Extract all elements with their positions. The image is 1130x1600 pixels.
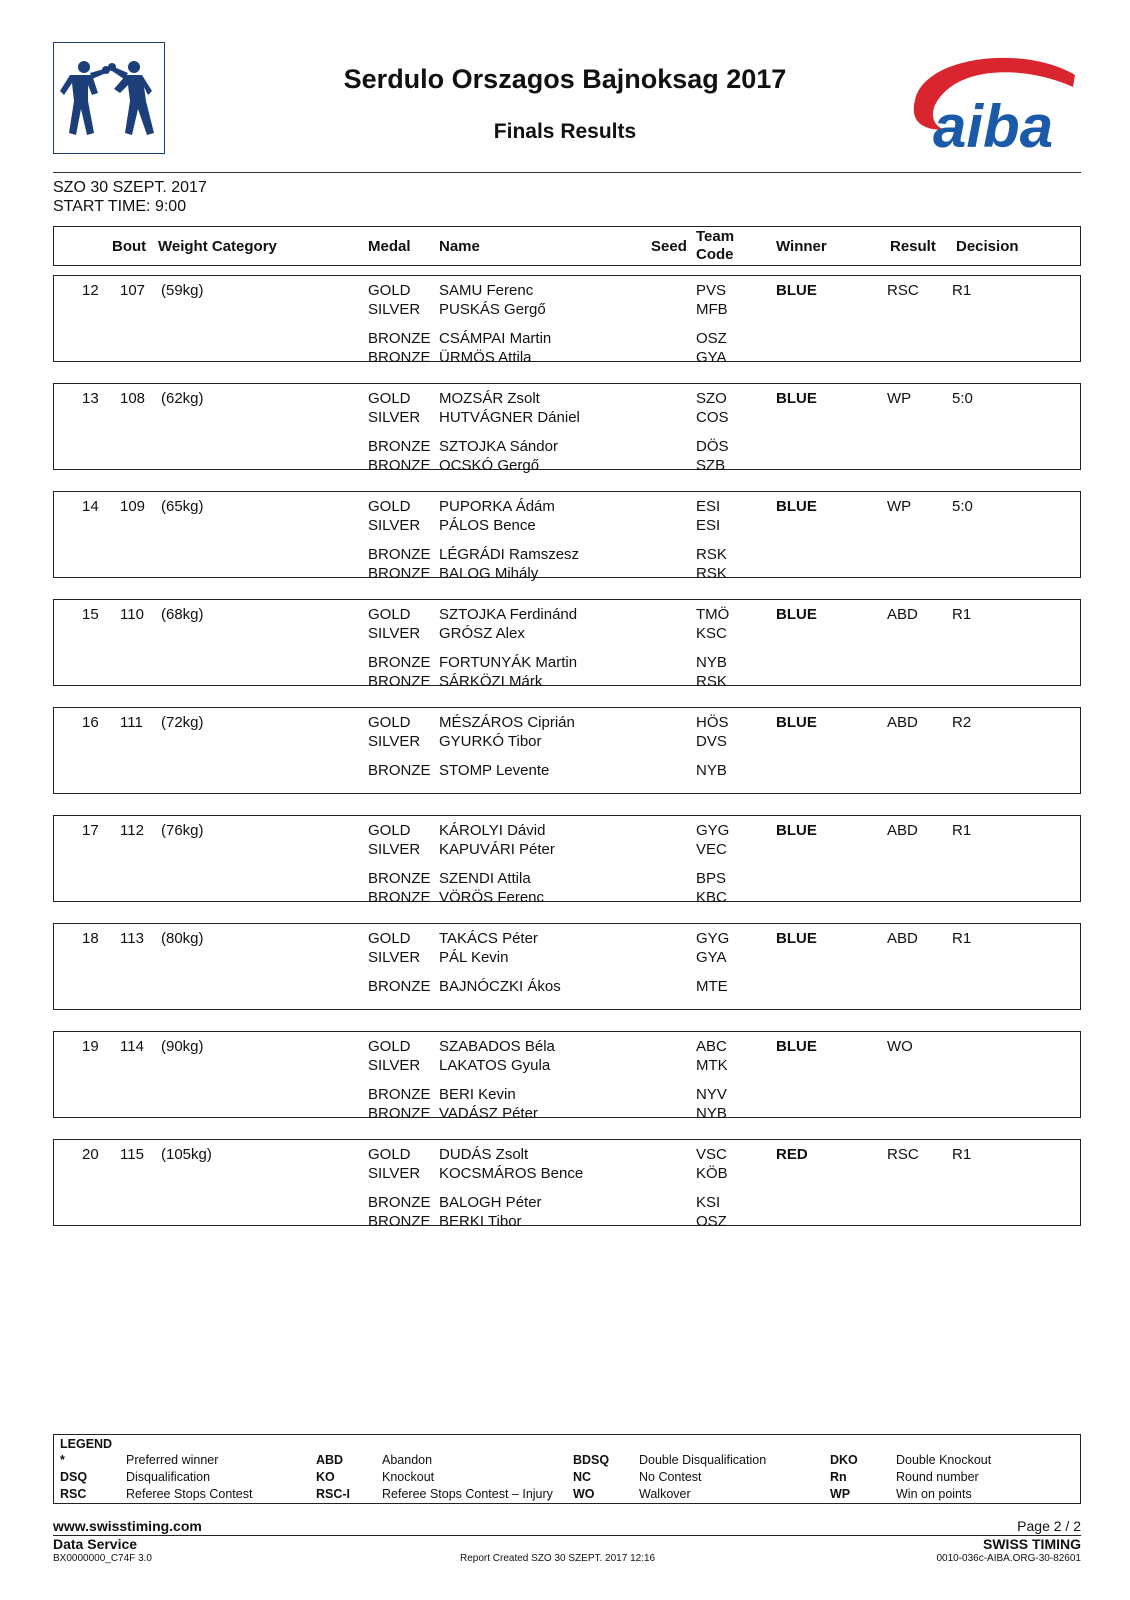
- weight-category: (76kg): [161, 822, 204, 839]
- bronze-name: SZTOJKA Sándor: [439, 438, 558, 455]
- bronze-name: STOMP Levente: [439, 762, 550, 779]
- legend-code: KO: [316, 1470, 335, 1484]
- bout-block: [53, 1031, 1081, 1122]
- legend-code: WP: [830, 1487, 851, 1501]
- bronze-name: ÜRMÖS Attila: [439, 349, 532, 366]
- col-result: Result: [890, 238, 936, 255]
- bout-block: [53, 815, 1081, 906]
- bronze-team: KSI: [696, 1194, 721, 1211]
- bronze-name: BERKI Tibor: [439, 1213, 522, 1230]
- legend-description: Double Disqualification: [639, 1453, 767, 1467]
- weight-category: (105kg): [161, 1146, 212, 1163]
- header-divider: [53, 172, 1081, 173]
- aiba-logo-text: aiba: [933, 93, 1054, 155]
- bout-block: [53, 599, 1081, 690]
- medal-silver: SILVER: [368, 841, 421, 858]
- silver-team: MTK: [696, 1057, 728, 1074]
- legend-description: Knockout: [382, 1470, 435, 1484]
- silver-team: GYA: [696, 949, 727, 966]
- bronze-name: OCSKÓ Gergő: [439, 457, 540, 474]
- bout-number: 114: [120, 1038, 144, 1055]
- silver-team: COS: [696, 409, 729, 426]
- bronze-team: OSZ: [696, 1213, 727, 1230]
- weight-category: (65kg): [161, 498, 204, 515]
- medal-bronze: BRONZE: [368, 978, 431, 995]
- bout-block: [53, 923, 1081, 1010]
- decision: 5:0: [952, 390, 973, 407]
- bout-order: 12: [82, 282, 99, 299]
- medal-gold: GOLD: [368, 1038, 411, 1055]
- legend-description: Disqualification: [126, 1470, 211, 1484]
- winner-corner: BLUE: [776, 930, 817, 947]
- medal-gold: GOLD: [368, 822, 411, 839]
- medal-gold: GOLD: [368, 282, 411, 299]
- medal-bronze: BRONZE: [368, 870, 431, 887]
- silver-name: PUSKÁS Gergő: [439, 301, 546, 318]
- winner-corner: BLUE: [776, 390, 817, 407]
- silver-name: GYURKÓ Tibor: [439, 733, 542, 750]
- bronze-team: RSK: [696, 546, 727, 563]
- bout-order: 20: [82, 1146, 99, 1163]
- bronze-team: BPS: [696, 870, 727, 887]
- bronze-team: OSZ: [696, 330, 727, 347]
- weight-category: (68kg): [161, 606, 204, 623]
- medal-bronze: BRONZE: [368, 1105, 431, 1122]
- medal-bronze: BRONZE: [368, 889, 431, 906]
- medal-bronze: BRONZE: [368, 1086, 431, 1103]
- weight-category: (90kg): [161, 1038, 204, 1055]
- medal-gold: GOLD: [368, 606, 411, 623]
- medal-bronze: BRONZE: [368, 673, 431, 690]
- legend-code: RSC-I: [316, 1487, 351, 1501]
- decision: R2: [952, 714, 972, 731]
- legend: [53, 1434, 1081, 1504]
- decision: R1: [952, 822, 972, 839]
- bout-block: [53, 707, 1081, 794]
- silver-team: ESI: [696, 517, 721, 534]
- date-line: SZO 30 SZEPT. 2017: [53, 179, 207, 196]
- bout-number: 110: [120, 606, 144, 623]
- medal-silver: SILVER: [368, 1165, 421, 1182]
- result: WP: [887, 498, 912, 515]
- col-medal: Medal: [368, 238, 411, 255]
- col-decision: Decision: [956, 238, 1019, 255]
- result: WP: [887, 390, 912, 407]
- start-time-line: START TIME: 9:00: [53, 198, 187, 215]
- brand: SWISS TIMING: [983, 1536, 1081, 1552]
- silver-name: GRÓSZ Alex: [439, 625, 525, 642]
- bout-order: 14: [82, 498, 99, 515]
- legend-code: RSC: [60, 1487, 87, 1501]
- winner-corner: RED: [776, 1146, 808, 1163]
- decision: R1: [952, 930, 972, 947]
- bout-block: [53, 383, 1081, 474]
- medal-bronze: BRONZE: [368, 330, 431, 347]
- gold-name: PUPORKA Ádám: [439, 498, 555, 515]
- silver-name: PÁLOS Bence: [439, 517, 536, 534]
- bronze-name: SÁRKÖZI Márk: [439, 673, 543, 690]
- silver-name: PÁL Kevin: [439, 949, 509, 966]
- bronze-name: FORTUNYÁK Martin: [439, 654, 578, 671]
- bronze-team: GYA: [696, 349, 727, 366]
- legend-code: BDSQ: [573, 1453, 610, 1467]
- bout-block: [53, 491, 1081, 582]
- bout-number: 115: [120, 1146, 144, 1163]
- silver-team: KÖB: [696, 1165, 728, 1182]
- legend-description: Referee Stops Contest: [126, 1487, 253, 1501]
- legend-description: No Contest: [639, 1470, 702, 1484]
- gold-name: SZTOJKA Ferdinánd: [439, 606, 578, 623]
- bout-order: 18: [82, 930, 99, 947]
- bronze-name: BAJNÓCZKI Ákos: [439, 978, 561, 995]
- medal-bronze: BRONZE: [368, 762, 431, 779]
- bronze-team: NYV: [696, 1086, 727, 1103]
- decision: R1: [952, 282, 972, 299]
- bout-number: 107: [120, 282, 146, 299]
- medal-gold: GOLD: [368, 714, 411, 731]
- medal-bronze: BRONZE: [368, 438, 431, 455]
- medal-gold: GOLD: [368, 390, 411, 407]
- medal-silver: SILVER: [368, 409, 421, 426]
- legend-description: Double Knockout: [896, 1453, 992, 1467]
- bronze-name: VÖRÖS Ferenc: [439, 889, 545, 906]
- silver-team: MFB: [696, 301, 728, 318]
- medal-bronze: BRONZE: [368, 349, 431, 366]
- decision: R1: [952, 606, 972, 623]
- bronze-name: LÉGRÁDI Ramszesz: [439, 546, 580, 563]
- bout-block: [53, 1139, 1081, 1230]
- medal-gold: GOLD: [368, 930, 411, 947]
- column-header: [53, 226, 1081, 266]
- bout-number: 108: [120, 390, 146, 407]
- bronze-name: CSÁMPAI Martin: [439, 330, 552, 347]
- col-team-1: Team: [696, 228, 735, 245]
- medal-silver: SILVER: [368, 625, 421, 642]
- bout-number: 112: [120, 822, 144, 839]
- medal-bronze: BRONZE: [368, 457, 431, 474]
- winner-corner: BLUE: [776, 1038, 817, 1055]
- col-name: Name: [439, 238, 480, 255]
- silver-name: HUTVÁGNER Dániel: [439, 409, 580, 426]
- silver-name: LAKATOS Gyula: [439, 1057, 551, 1074]
- medal-bronze: BRONZE: [368, 565, 431, 582]
- result: ABD: [887, 714, 918, 731]
- medal-bronze: BRONZE: [368, 546, 431, 563]
- col-winner: Winner: [776, 238, 827, 255]
- result: ABD: [887, 606, 918, 623]
- website: www.swisstiming.com: [53, 1518, 202, 1534]
- gold-team: VSC: [696, 1146, 727, 1163]
- gold-team: PVS: [696, 282, 727, 299]
- legend-code: ABD: [316, 1453, 344, 1467]
- legend-code: Rn: [830, 1470, 847, 1484]
- gold-name: SAMU Ferenc: [439, 282, 534, 299]
- silver-name: KOCSMÁROS Bence: [439, 1165, 584, 1182]
- legend-description: Referee Stops Contest – Injury: [382, 1487, 553, 1501]
- bronze-name: BERI Kevin: [439, 1086, 516, 1103]
- winner-corner: BLUE: [776, 282, 817, 299]
- col-weight: Weight Category: [158, 238, 277, 255]
- gold-team: SZO: [696, 390, 727, 407]
- bout-order: 19: [82, 1038, 99, 1055]
- medal-silver: SILVER: [368, 301, 421, 318]
- version-code: BX0000000_C74F 3.0: [53, 1553, 152, 1564]
- result: WO: [887, 1038, 913, 1055]
- page-title: Serdulo Orszagos Bajnoksag 2017: [343, 64, 787, 94]
- legend-code: *: [60, 1453, 65, 1467]
- legend-title: LEGEND: [60, 1437, 113, 1451]
- bout-order: 15: [82, 606, 99, 623]
- bout-block: [53, 275, 1081, 366]
- gold-team: GYG: [696, 822, 730, 839]
- col-team-2: Code: [696, 246, 734, 263]
- footer-divider: [53, 1535, 1081, 1536]
- gold-team: HÖS: [696, 714, 729, 731]
- aiba-logo-graphic: [905, 45, 1085, 155]
- medal-silver: SILVER: [368, 1057, 421, 1074]
- legend-description: Round number: [896, 1470, 979, 1484]
- legend-code: DSQ: [60, 1470, 88, 1484]
- gold-name: TAKÁCS Péter: [439, 930, 538, 947]
- bronze-team: DÖS: [696, 438, 729, 455]
- gold-team: TMÖ: [696, 606, 730, 623]
- medal-bronze: BRONZE: [368, 1194, 431, 1211]
- bout-order: 16: [82, 714, 99, 731]
- gold-name: KÁROLYI Dávid: [439, 822, 546, 839]
- winner-corner: BLUE: [776, 714, 817, 731]
- legend-description: Abandon: [382, 1453, 433, 1467]
- bronze-team: NYB: [696, 654, 727, 671]
- bout-order: 17: [82, 822, 99, 839]
- decision: R1: [952, 1146, 972, 1163]
- bout-number: 109: [120, 498, 146, 515]
- silver-team: KSC: [696, 625, 727, 642]
- gold-name: DUDÁS Zsolt: [439, 1146, 529, 1163]
- result: ABD: [887, 822, 918, 839]
- result: RSC: [887, 282, 919, 299]
- weight-category: (59kg): [161, 282, 204, 299]
- decision: 5:0: [952, 498, 973, 515]
- medal-silver: SILVER: [368, 517, 421, 534]
- bronze-team: RSK: [696, 565, 727, 582]
- bout-number: 113: [120, 930, 144, 947]
- data-service: Data Service: [53, 1536, 138, 1552]
- bout-order: 13: [82, 390, 99, 407]
- bronze-team: NYB: [696, 762, 727, 779]
- document-code: 0010-036c-AIBA.ORG-30-82601: [936, 1553, 1081, 1564]
- result: ABD: [887, 930, 918, 947]
- bronze-name: BALOGH Péter: [439, 1194, 542, 1211]
- gold-team: GYG: [696, 930, 730, 947]
- medal-bronze: BRONZE: [368, 654, 431, 671]
- gold-name: SZABADOS Béla: [439, 1038, 555, 1055]
- medal-bronze: BRONZE: [368, 1213, 431, 1230]
- legend-code: NC: [573, 1470, 592, 1484]
- winner-corner: BLUE: [776, 498, 817, 515]
- silver-team: VEC: [696, 841, 727, 858]
- weight-category: (80kg): [161, 930, 204, 947]
- legend-description: Win on points: [896, 1487, 972, 1501]
- legend-code: DKO: [830, 1453, 858, 1467]
- bronze-name: BALOG Mihály: [439, 565, 539, 582]
- winner-corner: BLUE: [776, 822, 817, 839]
- weight-category: (62kg): [161, 390, 204, 407]
- bronze-team: KBC: [696, 889, 727, 906]
- bronze-team: SZB: [696, 457, 726, 474]
- medal-silver: SILVER: [368, 733, 421, 750]
- gold-name: MÉSZÁROS Ciprián: [439, 714, 575, 731]
- page-number: Page 2 / 2: [1017, 1518, 1081, 1534]
- col-seed: Seed: [651, 238, 687, 255]
- medal-gold: GOLD: [368, 1146, 411, 1163]
- bronze-team: NYB: [696, 1105, 727, 1122]
- silver-name: KAPUVÁRI Péter: [439, 841, 555, 858]
- weight-category: (72kg): [161, 714, 204, 731]
- winner-corner: BLUE: [776, 606, 817, 623]
- gold-team: ABC: [696, 1038, 727, 1055]
- report-created: Report Created SZO 30 SZEPT. 2017 12:16: [460, 1553, 656, 1564]
- bronze-name: SZENDI Attila: [439, 870, 531, 887]
- legend-description: Preferred winner: [126, 1453, 219, 1467]
- bout-number: 111: [120, 714, 143, 731]
- legend-description: Walkover: [639, 1487, 691, 1501]
- result: RSC: [887, 1146, 919, 1163]
- gold-team: ESI: [696, 498, 721, 515]
- col-bout: Bout: [112, 238, 147, 255]
- bronze-team: RSK: [696, 673, 727, 690]
- gold-name: MOZSÁR Zsolt: [439, 390, 540, 407]
- aiba-logo: [905, 45, 1085, 155]
- bronze-name: VADÁSZ Péter: [439, 1105, 538, 1122]
- medal-silver: SILVER: [368, 949, 421, 966]
- silver-team: DVS: [696, 733, 727, 750]
- page-subtitle: Finals Results: [493, 120, 637, 143]
- medal-gold: GOLD: [368, 498, 411, 515]
- legend-code: WO: [573, 1487, 595, 1501]
- bronze-team: MTE: [696, 978, 728, 995]
